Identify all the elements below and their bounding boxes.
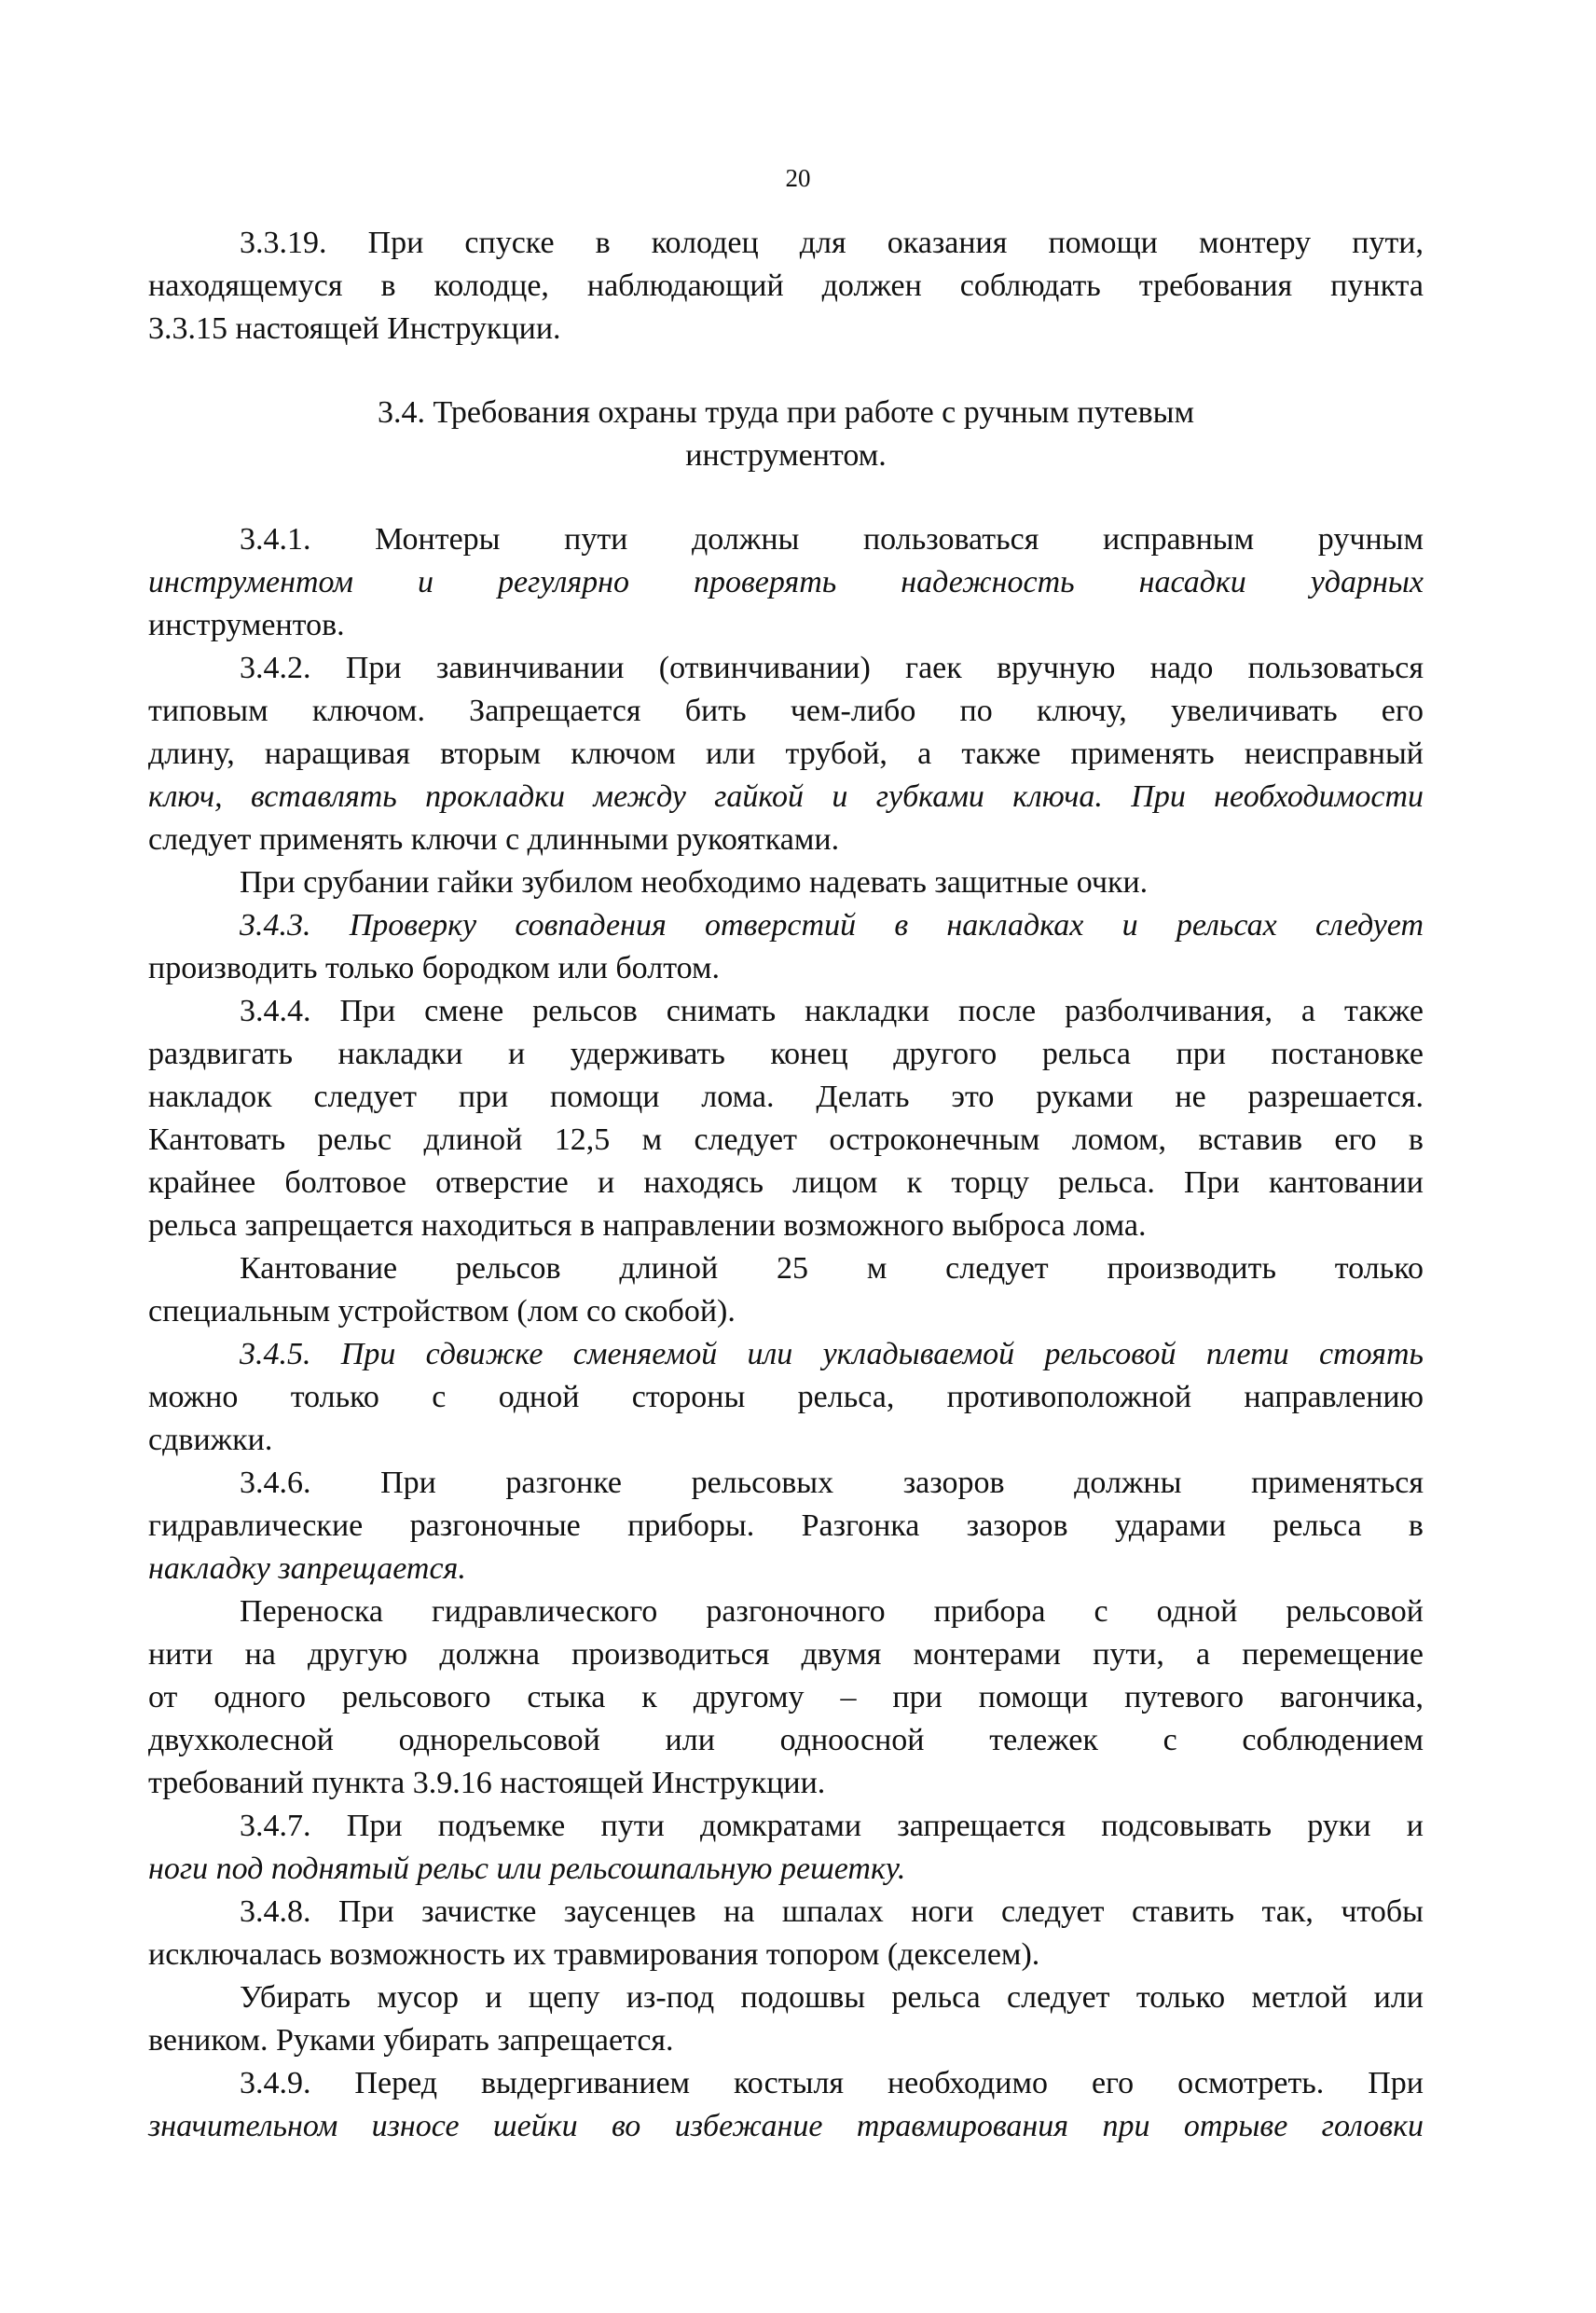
text-line: нити на другую должна производиться двумя монтерами пути, а перемещение [148,1637,1424,1672]
text-line: 3.4.9. Перед выдергиванием костыля необходимо его осмотреть. При [240,2066,1424,2100]
text-line: 3.3.19. При спуске в колодец для оказания помощи монтеру пути, [240,226,1424,260]
text-line: крайнее болтовое отверстие и находясь лицом к торцу рельса. При кантовании [148,1165,1424,1200]
page-number: 20 [785,164,811,192]
paragraph [148,222,1424,351]
text-line: инструментов. [148,608,345,642]
text-line: накладок следует при помощи лома. Делать это руками не разрешается. [148,1080,1424,1114]
text-line: производить только бородком или болтом. [148,951,720,985]
paragraph [148,647,1424,861]
text-line: Кантование рельсов длиной 25 м следует производить только [240,1251,1424,1286]
text-line: 3.3.15 настоящей Инструкции. [148,311,561,346]
paragraph [148,990,1424,1247]
text-line: находящемуся в колодце, наблюдающий должен соблюдать требования пункта [148,268,1424,303]
text-line: специальным устройством (лом со скобой). [148,1294,736,1329]
section-spacer [148,351,1424,392]
paragraph [148,904,1424,990]
text-line: накладку запрещается. [148,1551,466,1586]
text-line: типовым ключом. Запрещается бить чем-либо по ключу, увеличивать его [148,694,1424,728]
text-line: 3.4.3. Проверку совпадения отверстий в накладках и рельсах следует [240,908,1424,943]
text-line: сдвижки. [148,1423,273,1457]
paragraph [148,2062,1424,2148]
text-line: исключалась возможность их травмирования топором (декселем). [148,1937,1040,1972]
text-line: Убирать мусор и щепу из-под подошвы рельса следует только метлой или [240,1980,1424,2015]
paragraph [148,1333,1424,1462]
paragraph [148,1462,1424,1590]
section-heading [148,392,1424,477]
text-line: 3.4.5. При сдвижке сменяемой или укладываемой рельсовой плети стоять [240,1337,1424,1371]
text-line: гидравлические разгоночные приборы. Разгонка зазоров ударами рельса в [148,1508,1424,1543]
text-line: 3.4. Требования охраны труда при работе с ручным путевым [377,395,1195,430]
paragraph [148,1891,1424,1976]
text-line: ключ, вставлять прокладки между гайкой и губками ключа. При необходимости [148,779,1424,814]
paragraph [148,861,1424,904]
text-line: следует применять ключи с длинными рукоятками. [148,822,840,857]
text-line: 3.4.8. При зачистке заусенцев на шпалах ноги следует ставить так, чтобы [240,1894,1424,1929]
text-line: от одного рельсового стыка к другому – при помощи путевого вагончика, [148,1680,1424,1714]
text-line: Переноска гидравлического разгоночного прибора с одной рельсовой [240,1594,1424,1629]
paragraph [148,518,1424,647]
text-line: требований пункта 3.9.16 настоящей Инструкции. [148,1766,826,1800]
text-line: двухколесной однорельсовой или одноосной тележек с соблюдением [148,1723,1424,1757]
text-line: ноги под поднятый рельс или рельсошпальную решетку. [148,1852,906,1886]
text-line: 3.4.4. При смене рельсов снимать накладки после разболчивания, а также [240,994,1424,1028]
paragraph [148,1590,1424,1805]
text-line: рельса запрещается находиться в направлении возможного выброса лома. [148,1208,1147,1243]
text-line: 3.4.7. При подъемке пути домкратами запрещается подсовывать руки и [240,1809,1424,1843]
text-line: 3.4.2. При завинчивании (отвинчивании) гаек вручную надо пользоваться [240,651,1424,685]
text-line: При срубании гайки зубилом необходимо надевать защитные очки. [240,865,1149,900]
paragraph [148,1805,1424,1891]
text-line: инструментом. [685,438,887,473]
text-line: раздвигать накладки и удерживать конец другого рельса при постановке [148,1037,1424,1071]
text-line: веником. Руками убирать запрещается. [148,2023,674,2058]
section-spacer [148,477,1424,518]
paragraph [148,1247,1424,1333]
text-line: длину, наращивая вторым ключом или трубой, а также применять неисправный [148,737,1424,771]
paragraph [148,1976,1424,2062]
text-line: инструментом и регулярно проверять надежность насадки ударных [148,565,1424,599]
text-line: значительном износе шейки во избежание травмирования при отрыве головки [148,2109,1424,2143]
text-line: можно только с одной стороны рельса, противоположной направлению [148,1380,1424,1414]
text-line: 3.4.1. Монтеры пути должны пользоваться исправным ручным [240,522,1424,557]
document-body [148,222,1424,2148]
text-line: 3.4.6. При разгонке рельсовых зазоров должны применяться [240,1466,1424,1500]
text-line: Кантовать рельс длиной 12,5 м следует остроконечным ломом, вставив его в [148,1122,1424,1157]
